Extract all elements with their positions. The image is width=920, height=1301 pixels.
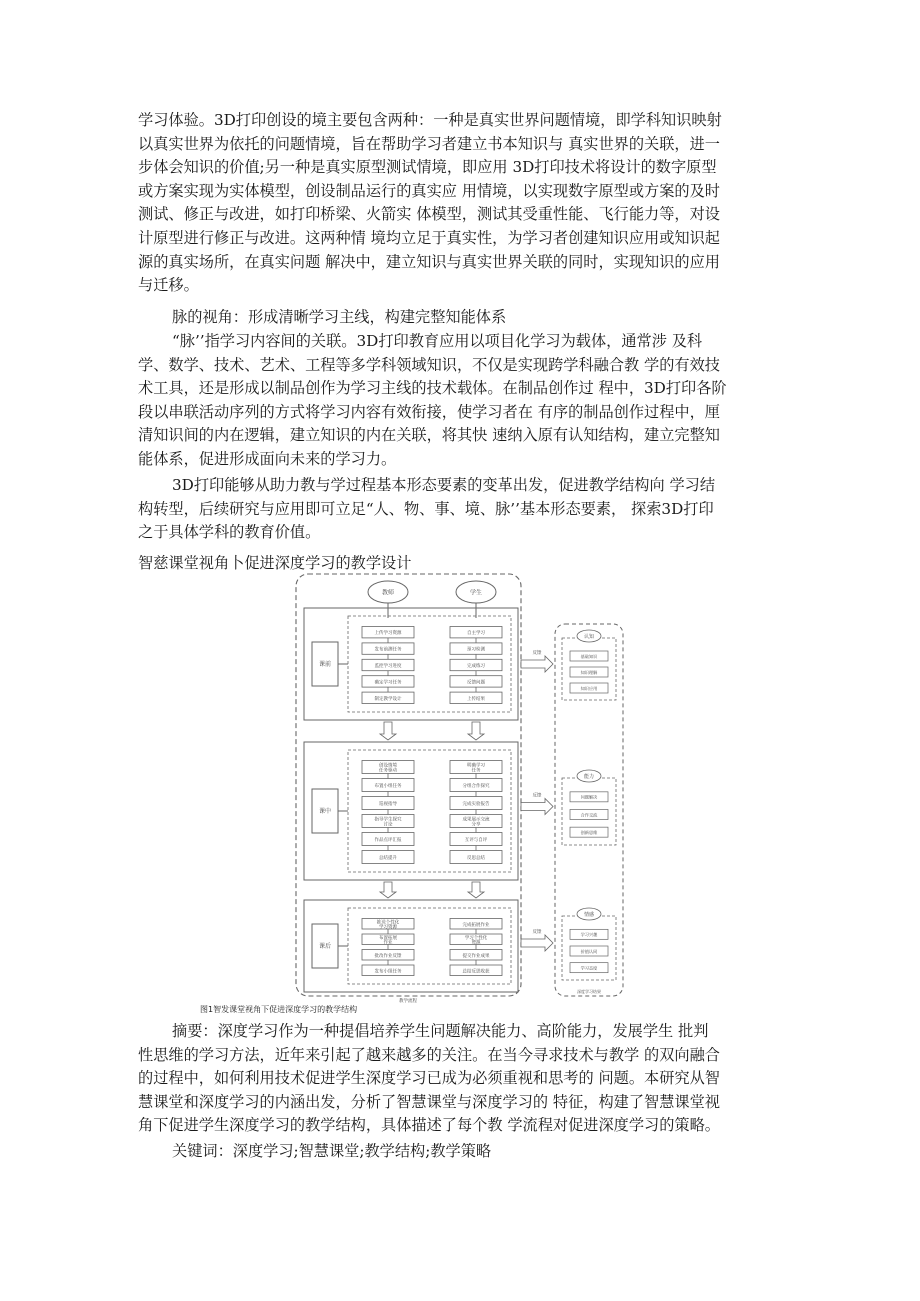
text-line: 的过程中，如何利用技术促进学生深度学习已成为必须重视和思考的 问题。本研究从智 — [138, 1069, 720, 1088]
text-line: 源的真实场所，在真实问题 解决中，建立知识与真实世界关联的同时，实现知识的应用 — [138, 252, 720, 271]
text-line: 术工具，还是形成以制品创作为学习主线的技术载体。在制品创作过 程中，3D打印各阶 — [138, 379, 727, 398]
outcome-item-label: 知识应用 — [580, 685, 598, 691]
student-step-label: 自主学习 — [467, 631, 485, 637]
text-line: 测试、修正与改进，如打印桥梁、火箭实 体模型，测试其受重性能、飞行能力等，对设 — [138, 205, 720, 224]
student-step-label: 成果展示交流分享 — [462, 817, 490, 828]
text-line: 3D打印能够从助力教与学过程基本形态要素的变革出发，促进教学结构向 学习结 — [172, 476, 716, 494]
text-line: 步体会知识的价值;另一种是真实原型测试情境，即应用 3D打印技术将设计的数字原型 — [138, 158, 717, 177]
student-step-label: 完成练习 — [467, 664, 485, 669]
outcome-title: 认知 — [583, 634, 595, 640]
process-label: 教学流程 — [399, 999, 417, 1004]
section-subtitle: 智慈课堂视角卜促进深度学习的教学设计 — [138, 554, 412, 572]
text-line: 能体系，促进形成面向未来的学习力。 — [138, 449, 397, 468]
student-step-label: 学习个性化资源 — [464, 935, 488, 946]
text-line: 以真实世界为依托的问题情境，旨在帮助学习者建立书本知识与 真实世界的关联，进一 — [138, 134, 720, 153]
text-line: 计原型进行修正与改进。这两种情 境均立足于真实性，为学习者创建知识应用或知识起 — [138, 228, 720, 247]
student-step-label: 总结反思收获 — [462, 969, 490, 975]
stage-label: 课后 — [318, 943, 332, 950]
teacher-step-label: 发布前测任务 — [374, 647, 402, 653]
teacher-step-label: 指导学生探究讨论 — [374, 817, 402, 828]
outcome-item-label: 价值认同 — [580, 948, 598, 954]
text-line: 慧课堂和深度学习的内涵出发，分析了智慧课堂与深度学习的 特征，构建了智慧课堂视 — [138, 1092, 720, 1111]
top-node-label: 教师 — [381, 589, 395, 597]
paragraph-abstract — [138, 1020, 788, 1138]
down-arrow — [380, 882, 396, 898]
outcome-item-label: 学习态度 — [580, 965, 598, 971]
outcome-item-label: 知识理解 — [580, 669, 598, 675]
paragraph-situation — [138, 109, 788, 298]
down-arrow — [468, 722, 484, 740]
paragraph-transformation — [138, 474, 788, 545]
student-step-label: 分组合作探究 — [462, 784, 490, 789]
student-step-label: 明确学习任务 — [467, 763, 485, 774]
outcome-item-label: 学习兴趣 — [580, 932, 598, 938]
teacher-step-label: 布置拓展作业 — [379, 935, 397, 946]
teacher-step-label: 布置小组任务 — [374, 784, 402, 789]
text-line: 性思维的学习方法，近年来引起了越来越多的关注。在当今寻求技术与教学 的双向融合 — [138, 1045, 720, 1064]
feedback-arrow — [521, 656, 553, 672]
outcome-title: 能力 — [583, 774, 595, 780]
text-line: 与迁移。 — [138, 276, 199, 295]
text-line: 学习体验。3D打印创设的境主要包含两种：一种是真实世界问题情境，即学科知识映射 — [138, 111, 722, 129]
text-line: 角下促进学生深度学习的教学结构，具体描述了每个教 学流程对促进深度学习的策略。 — [138, 1116, 720, 1135]
text-line: 或方案实现为实体模型，创设制品运行的真实应 用情境，以实现数字原型或方案的及时 — [138, 181, 720, 200]
teacher-step-label: 上传学习资源 — [374, 631, 402, 637]
student-step-label: 互评与自评 — [464, 838, 488, 843]
outcome-title: 情感 — [583, 912, 595, 918]
text-line: “脉’’指学习内容间的关联。3D打印教育应用以项目化学习为载体，通常涉 及科 — [172, 332, 703, 350]
top-node-label: 学生 — [469, 589, 483, 597]
feedback-arrow — [521, 935, 553, 951]
outcome-label: 深度学习结果 — [577, 989, 601, 994]
keywords: 关键词：深度学习;智慧课堂;教学结构;教学策略 — [172, 1142, 492, 1160]
teacher-step-label: 确定学习任务 — [374, 680, 402, 686]
down-arrow — [468, 882, 484, 898]
teacher-step-label: 发布小组任务 — [374, 969, 402, 975]
feedback-arrow-label: 反馈 — [532, 793, 542, 799]
feedback-arrow — [521, 799, 553, 815]
stage-label: 课前 — [318, 661, 332, 668]
text-line: 学、数学、技术、艺术、工程等多学科领域知识，不仅是实现跨学科融合教 学的有效技 — [138, 355, 720, 374]
stage-label: 课中 — [318, 808, 332, 815]
feedback-arrow-label: 反馈 — [532, 930, 542, 935]
teacher-step-label: 创设情境任务驱动 — [379, 763, 397, 774]
student-step-label: 反思总结 — [467, 856, 485, 861]
teacher-step-label: 巡视指导 — [379, 802, 397, 807]
student-step-label: 上传结果 — [467, 696, 485, 702]
feedback-arrow-label: 反馈 — [532, 651, 542, 656]
student-step-label: 预习检测 — [467, 647, 485, 653]
teacher-step-label: 作品点评汇报 — [374, 838, 402, 843]
text-line: 清知识间的内在逻辑，建立知识的内在关联，将其快 速纳入原有认知结构，建立完整知 — [138, 426, 720, 445]
student-step-label: 提交作业成果 — [462, 953, 490, 959]
teacher-step-label: 批改作业反馈 — [374, 953, 402, 959]
figure-caption: 图1智发课堂视角下促进深度学习的教学结构 — [200, 1005, 358, 1014]
teaching-structure-figure — [290, 570, 630, 1006]
teacher-step-label: 总结提升 — [379, 856, 397, 861]
student-step-label: 完成拓展作业 — [462, 922, 490, 928]
outcome-item-label: 合作交流 — [580, 812, 598, 818]
student-step-label: 反馈问题 — [467, 680, 485, 686]
teacher-step-label: 推送个性化学习资源 — [376, 920, 400, 931]
text-line: 段以串联活动序列的方式将学习内容有效衔接，使学习者在 有序的制品创作过程中，厘 — [138, 402, 720, 421]
text-line: 之于具体学科的教育价值。 — [138, 523, 321, 542]
outcome-item-label: 创新思维 — [580, 829, 598, 835]
section-heading-mai: 脉的视角：形成清晰学习主线，构建完整知能体系 — [172, 308, 507, 326]
teacher-step-label: 监控学习进度 — [374, 664, 402, 669]
text-line: 摘要：深度学习作为一种提倡培养学生问题解决能力、高阶能力，发展学生 批判 — [172, 1022, 709, 1040]
down-arrow — [380, 722, 396, 740]
paragraph-mai — [138, 330, 788, 472]
outcome-item-label: 问题解决 — [580, 794, 598, 800]
teacher-step-label: 制定教学设计 — [374, 696, 402, 702]
outcome-item-label: 基础知识 — [580, 653, 598, 659]
text-line: 构转型，后续研究与应用即可立足“人、物、事、境、脉’’基本形态要素， 探索3D打印 — [138, 499, 714, 518]
student-step-label: 完成实验报告 — [462, 802, 490, 807]
